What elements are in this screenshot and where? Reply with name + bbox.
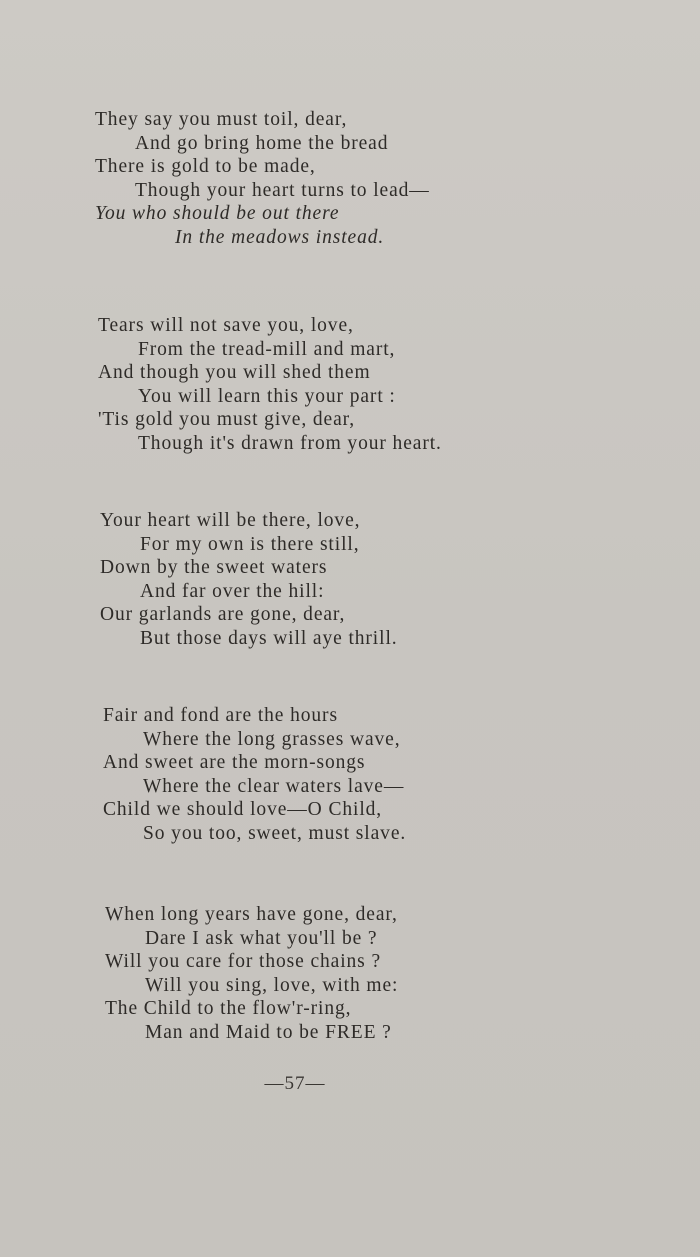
poem-line: Dare I ask what you'll be ? [145, 927, 378, 949]
poem-line: Will you sing, love, with me: [145, 974, 399, 996]
stanza-3 [100, 509, 660, 650]
poem-line: From the tread-mill and mart, [138, 338, 396, 360]
poem-line: Tears will not save you, love, [98, 315, 354, 336]
poem-line: For my own is there still, [140, 533, 360, 555]
poem-line: When long years have gone, dear, [105, 904, 398, 925]
poem-line: So you too, sweet, must slave. [143, 822, 407, 844]
poem-line: The Child to the flow'r-ring, [105, 998, 352, 1019]
poem-line: Though your heart turns to lead— [135, 179, 430, 201]
poem-line: You will learn this your part : [138, 385, 396, 407]
poem-line: Though it's drawn from your heart. [138, 432, 442, 454]
poem-line: Fair and fond are the hours [103, 705, 338, 726]
poem-line: And far over the hill: [140, 580, 325, 602]
stanza-4 [103, 704, 663, 845]
poem-line: Will you care for those chains ? [105, 951, 382, 972]
poem-line: There is gold to be made, [95, 156, 316, 177]
page-number-container [0, 1073, 700, 1095]
poem-line: Where the long grasses wave, [143, 728, 401, 750]
poem-line: You who should be out there [95, 203, 340, 224]
poem-line: Man and Maid to be FREE ? [145, 1021, 392, 1043]
poem-line: Where the clear waters lave— [143, 775, 405, 797]
poem-line: They say you must toil, dear, [95, 109, 348, 130]
poem-line: And sweet are the morn-songs [103, 752, 366, 773]
poem-line: But those days will aye thrill. [140, 627, 398, 649]
poem-line: 'Tis gold you must give, dear, [98, 409, 356, 430]
poem-line: Child we should love—O Child, [103, 799, 383, 820]
poem-line: Your heart will be there, love, [100, 510, 361, 531]
poem-line: In the meadows instead. [175, 226, 385, 248]
page-number: —57— [264, 1073, 326, 1094]
poem-line: And though you will shed them [98, 362, 371, 383]
stanza-1 [95, 108, 655, 249]
stanza-2 [98, 314, 658, 455]
stanza-5 [105, 903, 665, 1044]
poem-line: And go bring home the bread [135, 132, 389, 154]
poem-line: Down by the sweet waters [100, 557, 328, 578]
poem-line: Our garlands are gone, dear, [100, 604, 346, 625]
